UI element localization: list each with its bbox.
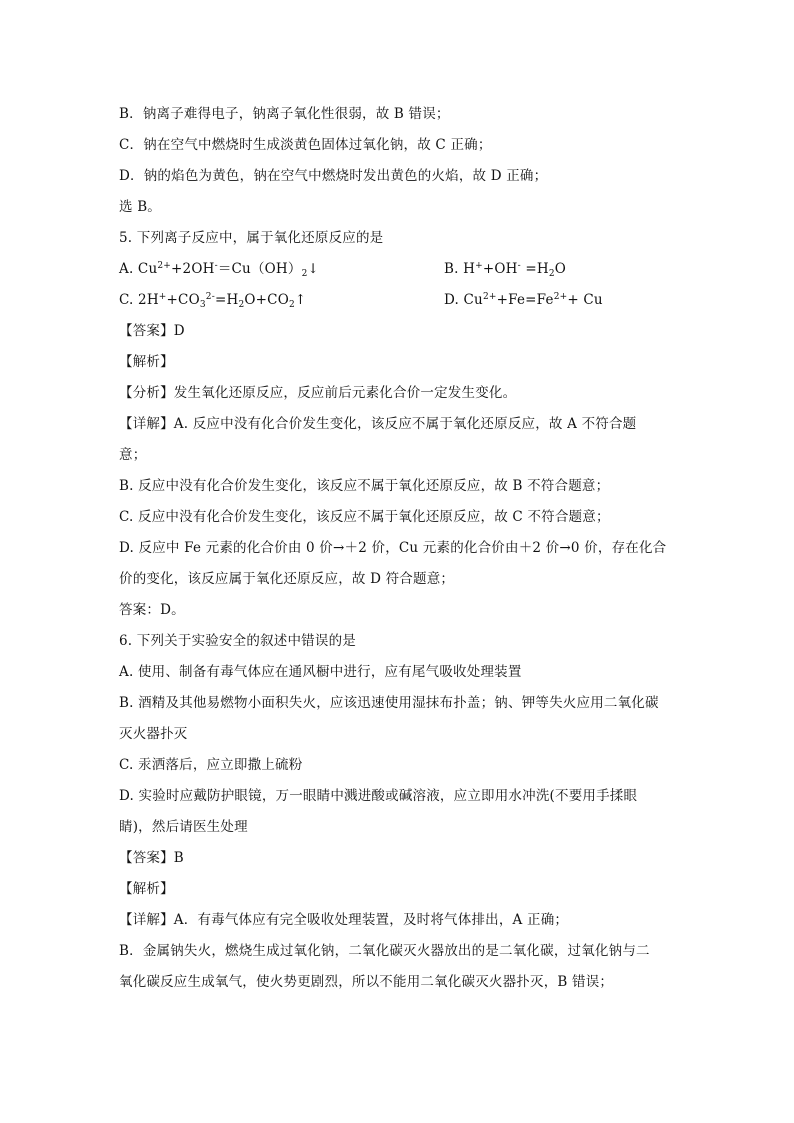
text-line: B. 反应中没有化合价发生变化，该反应不属于氧化还原反应，故 B 不符合题意； [119,478,610,494]
analysis-label: 【解析】 [119,354,174,370]
text-line: 灭火器扑灭 [119,726,188,742]
text-line: 氧化碳反应生成氧气，使火势更剧烈，所以不能用二氧化碳灭火器扑灭，B 错误； [119,974,614,990]
answer-label: 【答案】B [119,850,184,866]
text-line: C. 汞洒落后，应立即撒上硫粉 [119,757,303,773]
text-line: D. 反应中 Fe 元素的化合价由 0 价→＋2 价，Cu 元素的化合价由＋2 价→0 价，存在化合 [119,540,667,556]
text-line: 【分析】发生氧化还原反应，反应前后元素化合价一定发生变化。 [119,385,517,401]
option-b: B. $H^++OH^- =H_2O$ [444,261,567,279]
text-line: B．钠离子难得电子，钠离子氧化性很弱，故 B 错误； [119,106,450,122]
text-line: 意； [119,447,147,463]
text-line: 睛)，然后请医生处理 [119,819,248,835]
text-line: B. 酒精及其他易燃物小面积失火，应该迅速使用湿抹布扑盖；钠、钾等失火应用二氧化碳 [119,695,659,711]
option-a: A. $Cu^{2+}+2OH^-=Cu(OH)_2↓$ [119,261,320,279]
text-line: C. 反应中没有化合价发生变化，该反应不属于氧化还原反应，故 C 不符合题意； [119,509,610,525]
text-line: 【详解】A．有毒气体应有完全吸收处理装置，及时将气体排出，A 正确； [119,912,569,928]
option-c: C. $2H^++CO_3^{2-}=H_2O+CO_2↑$ [119,292,307,310]
option-d: D. $Cu^{2+}+Fe=Fe^{2+}+ Cu$ [444,292,603,308]
analysis-label: 【解析】 [119,881,174,897]
text-line: 答案：D。 [119,602,185,618]
text-line: A. 使用、制备有毒气体应在通风橱中进行，应有尾气吸收处理装置 [119,664,522,680]
question-6: 6. 下列关于实验安全的叙述中错误的是 [119,633,356,649]
answer-label: 【答案】D [119,323,185,339]
text-line: B．金属钠失火，燃烧生成过氧化钠，二氧化碳灭火器放出的是二氧化碳，过氧化钠与二 [119,943,650,959]
text-line: D. 实验时应戴防护眼镜，万一眼睛中溅进酸或碱溶液，应立即用水冲洗(不要用手揉眼 [119,788,638,804]
text-line: C．钠在空气中燃烧时生成淡黄色固体过氧化钠，故 C 正确； [119,137,492,153]
text-line: 【详解】A. 反应中没有化合价发生变化，该反应不属于氧化还原反应，故 A 不符合题 [119,416,637,432]
question-5: 5. 下列离子反应中，属于氧化还原反应的是 [119,230,384,246]
text-line: D．钠的焰色为黄色，钠在空气中燃烧时发出黄色的火焰，故 D 正确； [119,168,548,184]
text-line: 价的变化，该反应属于氧化还原反应，故 D 符合题意； [119,571,455,587]
text-line: 选 B。 [119,199,162,215]
